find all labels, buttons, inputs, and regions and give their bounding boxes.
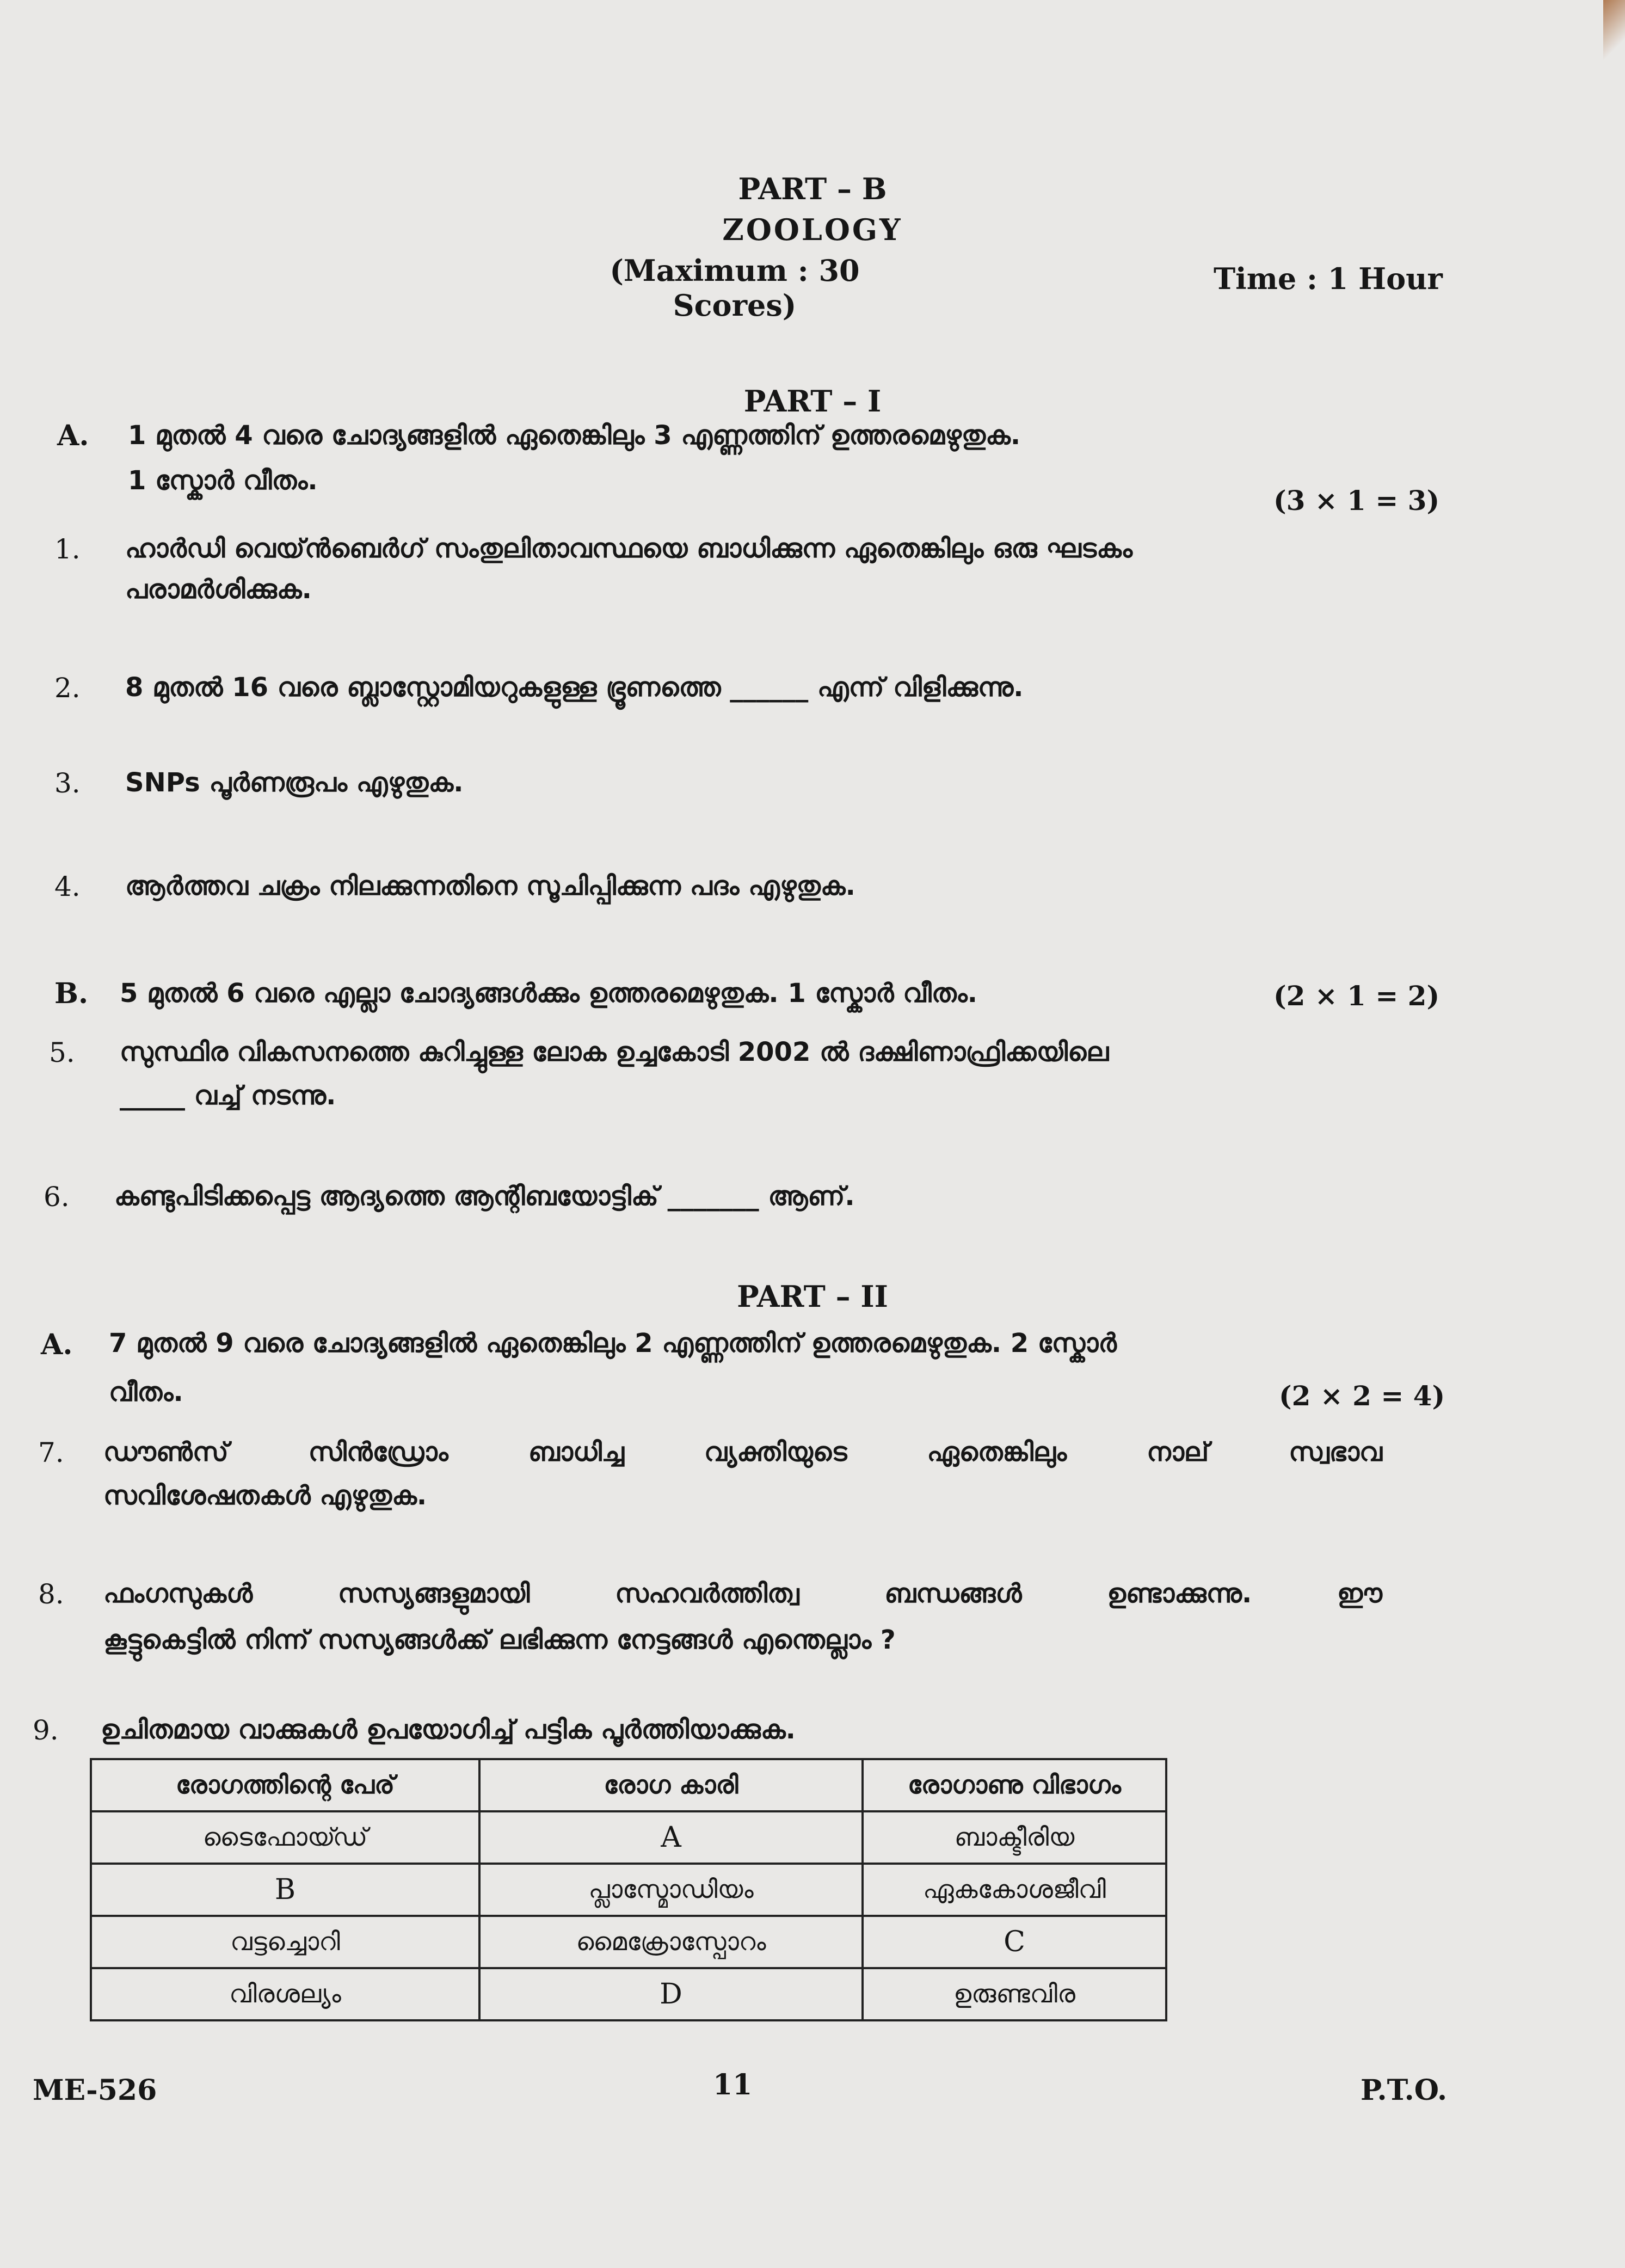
question-7-text-2: സവിശേഷതകൾ എഴുതുക. (103, 1480, 427, 1511)
question-6-text: കണ്ടുപിടിക്കപ്പെട്ട ആദ്യത്തെ ആന്റിബയോട്ടിക് _______ ആണ്. (114, 1181, 855, 1212)
table-header-row (91, 1759, 1166, 1811)
question-2-text: 8 മുതൽ 16 വരെ ബ്ലാസ്റ്റോമിയറുകളുള്ള ഭ്രൂണത്തെ ______ എന്ന് വിളിക്കുന്നു. (125, 672, 1024, 703)
table-cell: വട്ടച്ചൊറി (91, 1916, 479, 1968)
part2-section-a-score: (2 × 2 = 4) (1279, 1380, 1445, 1412)
table-cell: ടൈഫോയ്ഡ് (91, 1811, 479, 1864)
part1-section-a-label: A. (57, 419, 89, 452)
part1-section-a-instruction: 1 മുതൽ 4 വരെ ചോദ്യങ്ങളിൽ ഏതെങ്കിലും 3 എണ്ണത്തിന് ഉത്തരമെഴുതുക. (128, 420, 1021, 451)
question-8-text-2: കൂട്ടുകെട്ടിൽ നിന്ന് സസ്യങ്ങൾക്ക് ലഭിക്കുന്ന നേട്ടങ്ങൾ എന്തെല്ലാം ? (103, 1625, 896, 1655)
question-7-text: ഡൗൺസ് സിൻഡ്രോം ബാധിച്ച വ്യക്തിയുടെ ഏതെങ്കിലും നാല് സ്വഭാവ (103, 1437, 1382, 1467)
disease-table (90, 1758, 1167, 2021)
part-1-heading: PART – I (743, 384, 882, 419)
part1-section-b-score: (2 × 1 = 2) (1273, 980, 1440, 1012)
page-number: 11 (713, 2068, 753, 2101)
table-row (91, 1864, 1166, 1916)
part1-section-a-score: (3 × 1 = 3) (1273, 484, 1440, 517)
question-4-number: 4. (54, 871, 81, 902)
part1-section-b-instruction: 5 മുതൽ 6 വരെ എല്ലാ ചോദ്യങ്ങൾക്കും ഉത്തരമെഴുതുക. 1 സ്കോർ വീതം. (120, 978, 977, 1009)
please-turn-over: P.T.O. (1361, 2074, 1448, 2107)
question-3-number: 3. (54, 767, 81, 799)
table-cell: ഉരുണ്ടവിര (863, 1968, 1166, 2020)
table-cell: D (479, 1968, 863, 2020)
part-b-heading: PART – B (738, 171, 887, 206)
time-limit: Time : 1 Hour (1214, 261, 1443, 296)
paper-code: ME-526 (33, 2074, 157, 2107)
question-5-text-2: _____ വച്ച് നടന്നു. (120, 1080, 336, 1111)
question-7-number: 7. (38, 1437, 64, 1468)
question-5-number: 5. (49, 1037, 75, 1068)
table-row (91, 1968, 1166, 2020)
page-corner-shadow (1603, 0, 1625, 65)
table-row (91, 1811, 1166, 1864)
table-cell: വിരശല്യം (91, 1968, 479, 2020)
question-8-number: 8. (38, 1578, 64, 1610)
question-2-number: 2. (54, 672, 81, 704)
table-header-cell: രോഗാണു വിഭാഗം (863, 1759, 1166, 1811)
question-1-text: ഹാർഡി വെയ്ൻബെർഗ് സംതുലിതാവസ്ഥയെ ബാധിക്കുന്ന ഏതെങ്കിലും ഒരു ഘടകം (125, 533, 1132, 564)
part1-section-b-label: B. (54, 977, 89, 1010)
table-header-cell: രോഗ കാരി (479, 1759, 863, 1811)
max-score: (Maximum : 30 Scores) (610, 253, 860, 323)
part2-section-a-label: A. (41, 1328, 73, 1361)
table-cell: മൈക്രോസ്പോറം (479, 1916, 863, 1968)
question-8-text: ഫംഗസുകൾ സസ്യങ്ങളുമായി സഹവർത്തിത്വ ബന്ധങ്ങൾ ഉണ്ടാക്കുന്നു. ഈ (103, 1578, 1382, 1609)
table-cell: A (479, 1811, 863, 1864)
question-5-text: സുസ്ഥിര വികസനത്തെ കുറിച്ചുള്ള ലോക ഉച്ചകോടി 2002 ൽ ദക്ഷിണാഫ്രിക്കയിലെ (120, 1037, 1109, 1067)
table-header-cell: രോഗത്തിന്റെ പേര് (91, 1759, 479, 1811)
question-9-text: ഉചിതമായ വാക്കുകൾ ഉപയോഗിച്ച് പട്ടിക പൂർത്തിയാക്കുക. (101, 1714, 796, 1745)
table-cell: പ്ലാസ്മോഡിയം (479, 1864, 863, 1916)
table-cell: C (863, 1916, 1166, 1968)
table-cell: ഏകകോശജീവി (863, 1864, 1166, 1916)
part1-section-a-instruction-2: 1 സ്കോർ വീതം. (128, 465, 318, 496)
question-6-number: 6. (44, 1181, 70, 1213)
question-3-text: SNPs പൂർണരൂപം എഴുതുക. (125, 767, 464, 798)
question-1-text-2: പരാമർശിക്കുക. (125, 574, 312, 605)
question-9-number: 9. (33, 1714, 59, 1746)
subject-heading: ZOOLOGY (722, 212, 903, 247)
part2-section-a-instruction-2: വീതം. (109, 1377, 183, 1407)
part-2-heading: PART – II (737, 1279, 888, 1314)
table-cell: B (91, 1864, 479, 1916)
part2-section-a-instruction: 7 മുതൽ 9 വരെ ചോദ്യങ്ങളിൽ ഏതെങ്കിലും 2 എണ്ണത്തിന് ഉത്തരമെഴുതുക. 2 സ്കോർ (109, 1328, 1117, 1359)
table-cell: ബാക്ടീരിയ (863, 1811, 1166, 1864)
table-row (91, 1916, 1166, 1968)
question-1-number: 1. (54, 533, 81, 565)
question-4-text: ആർത്തവ ചക്രം നിലക്കുന്നതിനെ സൂചിപ്പിക്കുന്ന പദം എഴുതുക. (125, 871, 855, 901)
